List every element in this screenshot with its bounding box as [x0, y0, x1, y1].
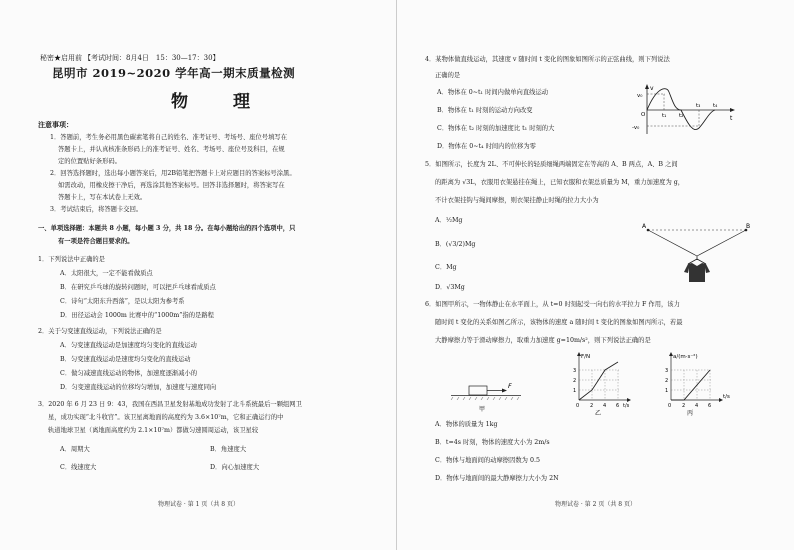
- rope-left: [648, 230, 697, 256]
- hanger-icon: [688, 256, 706, 264]
- q6-stem: 6．如图甲所示，一物体静止在水平面上，从 t=0 时刻起受一向右的水平拉力 F 作用，该力: [425, 301, 680, 308]
- sine-curve: [647, 89, 715, 130]
- vm-label: v₀: [637, 93, 643, 99]
- t4-label: t₄: [713, 103, 718, 109]
- q4-option-c: C．物体在 t₂ 时刻的加速度比 t₁ 时刻的大: [437, 125, 555, 132]
- y-tick: 1: [665, 388, 669, 394]
- y-tick: 2: [665, 378, 669, 384]
- fig-jia-caption: 甲: [479, 406, 486, 413]
- q4-option-b: B．物体在 t₁ 时刻的运动方向改变: [437, 107, 533, 114]
- q6-option-d: D．物体与地面间的最大静摩擦力大小为 2N: [435, 475, 559, 482]
- x-axis-arrow: [730, 108, 735, 112]
- y-tick: 3: [665, 368, 669, 374]
- force-arrowhead: [502, 389, 507, 393]
- q2-option-c: C．做匀减速直线运动的物体，加速度逐渐减小的: [60, 370, 198, 377]
- section-heading: 一、单项选择题：本题共 8 小题，每小题 3 分，共 18 分。在每小题给出的四个选项中，只: [38, 225, 296, 232]
- t3-label: t₃: [696, 103, 701, 109]
- x-axis-arrow: [627, 398, 631, 402]
- y-axis-label: a/(m·s⁻²): [673, 354, 698, 360]
- y-tick: 3: [573, 368, 577, 374]
- q2-stem: 2．关于匀变速直线运动，下列说法正确的是: [38, 328, 162, 335]
- force-label: F: [508, 382, 512, 390]
- q2-option-b: B．匀变速直线运动是速度均匀变化的直线运动: [60, 356, 191, 363]
- neg-vm-label: -v₀: [632, 125, 640, 131]
- x-tick: 0: [576, 403, 580, 409]
- page-footer: 物理试卷 · 第 1 页（共 8 页）: [158, 501, 239, 508]
- q1-option-c: C．诗句“太阳东升西落”，是以太阳为参考系: [60, 298, 185, 305]
- force-line: [579, 362, 618, 400]
- note-line: 答题卡上，并认真核准条形码上的准考证号、姓名、考场号、座位号及科目，在规: [58, 146, 285, 153]
- clothes-icon: [684, 263, 710, 282]
- note-line: 1．答题前，考生务必用黑色碳素笔将自己的姓名、准考证号、考场号、座位号填写在: [50, 134, 287, 141]
- q6-fig-jia: [449, 378, 525, 414]
- q6-fig-yi-force-graph: [567, 348, 639, 416]
- x-tick: 6: [616, 403, 620, 409]
- t1-label: t₁: [662, 113, 667, 119]
- notes-title: 注意事项：: [38, 120, 73, 129]
- q5-option-c: C．Mg: [435, 264, 457, 271]
- q3-option-d: D．向心加速度大: [210, 464, 260, 471]
- q3-option-a: A．周期大: [60, 446, 90, 453]
- q5-option-d: D．√3Mg: [435, 284, 465, 291]
- exam-time: 【考试时间：8月4日 15：30—17：30】: [84, 54, 220, 62]
- x-tick: 4: [603, 403, 607, 409]
- x-tick: 0: [668, 403, 672, 409]
- accel-line: [671, 370, 710, 400]
- q3-stem: 星，成功实现“北斗收官”。该卫星离地面的高度约为 3.6×10⁷m，它和正确运行的中: [48, 414, 284, 421]
- x-axis-label: t/s: [723, 394, 730, 400]
- note-line: 3．考试结束后，将答题卡交回。: [50, 206, 143, 213]
- t2-label: t₂: [679, 113, 684, 119]
- q5-stem: 5．如图所示，长度为 2L、不可伸长的轻质细绳两端固定在等高的 A、B 两点，A、B 之间: [425, 161, 678, 168]
- exam-page-2: [397, 0, 794, 550]
- q6-fig-bing-accel-graph: [659, 348, 741, 416]
- y-tick: 2: [573, 378, 577, 384]
- q2-option-a: A．匀变速直线运动是加速度均匀变化的直线运动: [60, 342, 197, 349]
- q6-option-b: B．t=4s 时刻，物体的速度大小为 2m/s: [435, 439, 550, 446]
- q2-option-d: D．匀变速直线运动的位移均匀增加，加速度与速度同向: [60, 384, 217, 391]
- q6-option-c: C．物体与地面间的动摩擦因数为 0.5: [435, 457, 540, 464]
- section-heading: 有一项是符合题目要求的。: [58, 238, 134, 245]
- ground-hatch: [451, 397, 519, 400]
- y-axis-arrow: [645, 84, 649, 89]
- x-axis-label: t/s: [623, 403, 630, 409]
- confidential-tag: 秘密★启用前: [40, 54, 82, 62]
- q1-option-d: D．田径运动会 1000m 比赛中的“1000m”指的是路程: [60, 312, 214, 319]
- fig-bing-caption: 丙: [687, 410, 694, 416]
- q4-stem: 4．某物体做直线运动，其速度 v 随时间 t 变化的图象如图所示的正弦曲线，则下列说法: [425, 56, 670, 63]
- origin-label: O: [641, 112, 646, 118]
- exam-title: 昆明市 2019~2020 学年高一期末质量检测: [52, 66, 296, 80]
- q3-stem: 3．2020 年 6 月 23 日 9：43，我国在西昌卫星发射基地成功发射了北斗系统最后一颗组网卫: [38, 401, 302, 408]
- q5-stem: 不计衣架挂钩与绳间摩擦，则衣架挂静止时绳的拉力大小为: [435, 197, 599, 204]
- q6-stem: 大静摩擦力等于滑动摩擦力，取重力加速度 g=10m/s²，则下列说法正确的是: [435, 337, 651, 344]
- q5-option-a: A．½Mg: [435, 217, 463, 224]
- q4-stem: 正确的是: [435, 72, 461, 79]
- page-footer: 物理试卷 · 第 2 页（共 8 页）: [555, 501, 636, 508]
- q1-option-a: A．太阳很大，一定不能看做质点: [60, 270, 153, 277]
- q3-option-b: B．角速度大: [210, 446, 247, 453]
- x-tick: 2: [590, 403, 594, 409]
- label-b: B: [746, 223, 751, 230]
- note-line: 定的位置贴好条形码。: [58, 158, 121, 165]
- x-tick: 2: [682, 403, 686, 409]
- q5-hanger-figure: [642, 222, 762, 284]
- y-tick: 1: [573, 388, 577, 394]
- subject-title: 物 理: [171, 92, 264, 112]
- label-a: A: [642, 223, 647, 230]
- rope-right: [697, 230, 746, 256]
- t-axis-label: t: [730, 115, 733, 122]
- x-tick: 4: [695, 403, 699, 409]
- x-tick: 6: [708, 403, 712, 409]
- note-line: 2．回答选择题时，选出每小题答案后，用2B铅笔把答题卡上对应题目的答案标号涂黑。: [50, 170, 296, 177]
- q4-option-a: A．物体在 0~t₁ 时间内做单向直线运动: [437, 89, 549, 96]
- y-axis-label: F/N: [581, 354, 591, 360]
- q3-option-c: C．线速度大: [60, 464, 97, 471]
- q3-stem: 轨道地球卫星（离地面高度约为 2.1×10⁷m）都做匀速圆周运动，该卫星较: [48, 427, 259, 434]
- q1-stem: 1．下列说法中正确的是: [38, 256, 105, 263]
- v-axis-label: v: [650, 85, 654, 92]
- q1-option-b: B．在研究乒乓球的旋转问题时，可以把乒乓球看成质点: [60, 284, 216, 291]
- q5-stem: 的距离为 √3L，衣服用衣架悬挂在绳上，已知衣服和衣架总质量为 M，重力加速度为 g，: [435, 179, 685, 186]
- q6-option-a: A．物体的质量为 1kg: [435, 421, 498, 428]
- block-icon: [469, 386, 487, 395]
- q4-option-d: D．物体在 0~t₄ 时间内的位移为零: [437, 143, 536, 150]
- q4-velocity-graph: [629, 82, 739, 138]
- q5-option-b: B．(√3/2)Mg: [435, 241, 476, 248]
- fig-yi-caption: 乙: [595, 410, 602, 416]
- q6-stem: 随时间 t 变化的关系如图乙所示，该物体的速度 a 随时间 t 变化的图象如图丙所示，若最: [435, 319, 683, 326]
- note-line: 答题卡上，写在本试卷上无效。: [58, 194, 147, 201]
- note-line: 如需改动，用橡皮擦干净后，再选涂其他答案标号。回答非选择题时，将答案写在: [58, 182, 285, 189]
